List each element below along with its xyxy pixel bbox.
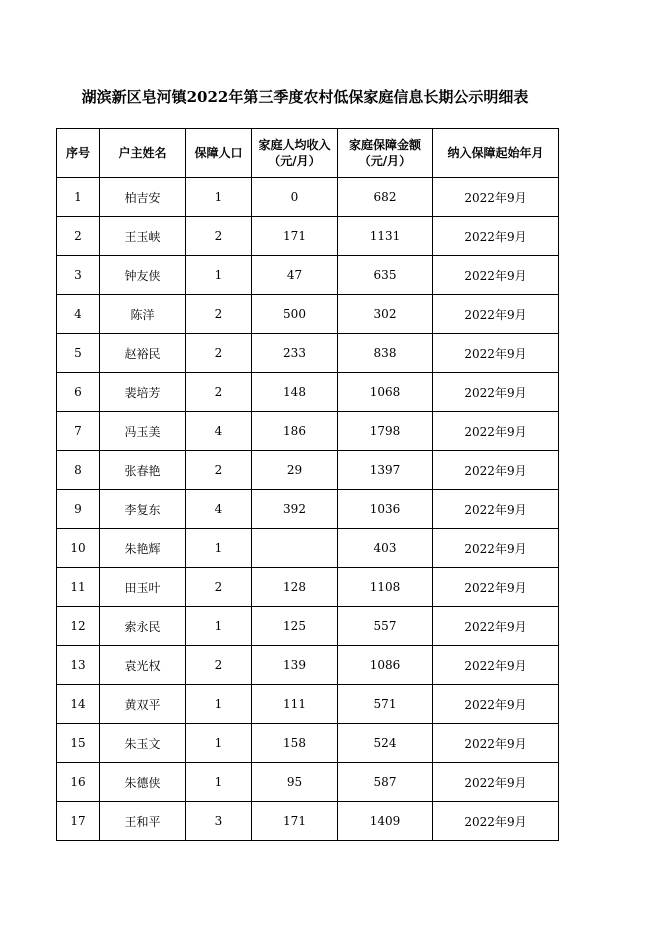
cell-start: 2022年9月	[433, 763, 559, 802]
cell-amount: 682	[338, 178, 433, 217]
cell-amount: 1409	[338, 802, 433, 841]
cell-name: 朱玉文	[100, 724, 186, 763]
cell-amount: 302	[338, 295, 433, 334]
table-row	[57, 334, 559, 373]
cell-seq: 10	[57, 529, 100, 568]
cell-income: 111	[252, 685, 338, 724]
cell-seq: 17	[57, 802, 100, 841]
table-row	[57, 295, 559, 334]
cell-name: 王玉峡	[100, 217, 186, 256]
table-row	[57, 529, 559, 568]
cell-seq: 6	[57, 373, 100, 412]
cell-seq: 14	[57, 685, 100, 724]
table-row	[57, 802, 559, 841]
cell-persons: 2	[186, 568, 252, 607]
cell-name: 田玉叶	[100, 568, 186, 607]
cell-start: 2022年9月	[433, 607, 559, 646]
cell-amount: 635	[338, 256, 433, 295]
cell-name: 袁光权	[100, 646, 186, 685]
cell-name: 柏吉安	[100, 178, 186, 217]
cell-persons: 4	[186, 412, 252, 451]
cell-name: 王和平	[100, 802, 186, 841]
page-title: 湖滨新区皂河镇2022年第三季度农村低保家庭信息长期公示明细表	[81, 88, 529, 106]
cell-start: 2022年9月	[433, 412, 559, 451]
table-row	[57, 685, 559, 724]
cell-seq: 3	[57, 256, 100, 295]
header-start: 纳入保障起始年月	[433, 129, 559, 178]
cell-seq: 16	[57, 763, 100, 802]
cell-start: 2022年9月	[433, 373, 559, 412]
header-income-line2: （元/月）	[268, 154, 321, 168]
header-amount-line2: （元/月）	[358, 154, 412, 168]
cell-start: 2022年9月	[433, 451, 559, 490]
cell-start: 2022年9月	[433, 724, 559, 763]
header-seq: 序号	[57, 129, 100, 178]
cell-start: 2022年9月	[433, 295, 559, 334]
cell-persons: 2	[186, 646, 252, 685]
header-name: 户主姓名	[100, 129, 186, 178]
cell-income: 233	[252, 334, 338, 373]
cell-name: 裴培芳	[100, 373, 186, 412]
header-income	[252, 129, 338, 178]
cell-persons: 1	[186, 763, 252, 802]
cell-start: 2022年9月	[433, 178, 559, 217]
cell-income: 128	[252, 568, 338, 607]
cell-amount: 1131	[338, 217, 433, 256]
cell-name: 陈洋	[100, 295, 186, 334]
cell-persons: 2	[186, 373, 252, 412]
cell-income: 29	[252, 451, 338, 490]
table-row	[57, 724, 559, 763]
cell-start: 2022年9月	[433, 529, 559, 568]
cell-persons: 2	[186, 334, 252, 373]
cell-seq: 15	[57, 724, 100, 763]
cell-income: 148	[252, 373, 338, 412]
cell-income: 0	[252, 178, 338, 217]
cell-start: 2022年9月	[433, 685, 559, 724]
cell-amount: 1397	[338, 451, 433, 490]
cell-persons: 2	[186, 217, 252, 256]
cell-amount: 1108	[338, 568, 433, 607]
cell-persons: 1	[186, 607, 252, 646]
cell-start: 2022年9月	[433, 334, 559, 373]
cell-income: 125	[252, 607, 338, 646]
cell-amount: 1068	[338, 373, 433, 412]
cell-amount: 1036	[338, 490, 433, 529]
table-row	[57, 451, 559, 490]
cell-persons: 1	[186, 178, 252, 217]
assistance-table	[56, 128, 559, 841]
cell-income: 47	[252, 256, 338, 295]
cell-amount: 1798	[338, 412, 433, 451]
table-row	[57, 568, 559, 607]
cell-persons: 1	[186, 529, 252, 568]
cell-name: 钟友侠	[100, 256, 186, 295]
cell-name: 张春艳	[100, 451, 186, 490]
cell-start: 2022年9月	[433, 802, 559, 841]
cell-persons: 4	[186, 490, 252, 529]
cell-amount: 838	[338, 334, 433, 373]
cell-amount: 557	[338, 607, 433, 646]
table-row	[57, 412, 559, 451]
cell-income: 186	[252, 412, 338, 451]
cell-seq: 12	[57, 607, 100, 646]
cell-start: 2022年9月	[433, 490, 559, 529]
cell-amount: 1086	[338, 646, 433, 685]
cell-name: 冯玉美	[100, 412, 186, 451]
cell-seq: 7	[57, 412, 100, 451]
cell-name: 索永民	[100, 607, 186, 646]
cell-income: 392	[252, 490, 338, 529]
cell-income: 158	[252, 724, 338, 763]
header-persons: 保障人口	[186, 129, 252, 178]
cell-amount: 587	[338, 763, 433, 802]
cell-persons: 1	[186, 256, 252, 295]
cell-seq: 5	[57, 334, 100, 373]
cell-seq: 11	[57, 568, 100, 607]
cell-persons: 3	[186, 802, 252, 841]
cell-name: 朱德侠	[100, 763, 186, 802]
cell-start: 2022年9月	[433, 256, 559, 295]
cell-seq: 4	[57, 295, 100, 334]
cell-seq: 13	[57, 646, 100, 685]
cell-persons: 1	[186, 685, 252, 724]
table-row	[57, 490, 559, 529]
cell-persons: 2	[186, 451, 252, 490]
cell-income: 171	[252, 802, 338, 841]
cell-income	[252, 529, 338, 568]
cell-amount: 403	[338, 529, 433, 568]
cell-amount: 571	[338, 685, 433, 724]
table-row	[57, 607, 559, 646]
cell-name: 李复东	[100, 490, 186, 529]
cell-name: 赵裕民	[100, 334, 186, 373]
cell-income: 500	[252, 295, 338, 334]
table-row	[57, 217, 559, 256]
header-amount	[338, 129, 433, 178]
header-amount-line1: 家庭保障金额	[348, 138, 421, 152]
cell-start: 2022年9月	[433, 217, 559, 256]
header-income-line1: 家庭人均收入	[258, 138, 331, 152]
cell-income: 139	[252, 646, 338, 685]
cell-income: 171	[252, 217, 338, 256]
cell-start: 2022年9月	[433, 568, 559, 607]
cell-amount: 524	[338, 724, 433, 763]
cell-seq: 2	[57, 217, 100, 256]
table-row	[57, 178, 559, 217]
cell-income: 95	[252, 763, 338, 802]
table-row	[57, 373, 559, 412]
cell-seq: 1	[57, 178, 100, 217]
table-row	[57, 646, 559, 685]
table-header-row	[57, 129, 559, 178]
table-row	[57, 256, 559, 295]
cell-seq: 8	[57, 451, 100, 490]
cell-start: 2022年9月	[433, 646, 559, 685]
cell-name: 朱艳辉	[100, 529, 186, 568]
cell-seq: 9	[57, 490, 100, 529]
table-row	[57, 763, 559, 802]
cell-name: 黄双平	[100, 685, 186, 724]
cell-persons: 2	[186, 295, 252, 334]
cell-persons: 1	[186, 724, 252, 763]
